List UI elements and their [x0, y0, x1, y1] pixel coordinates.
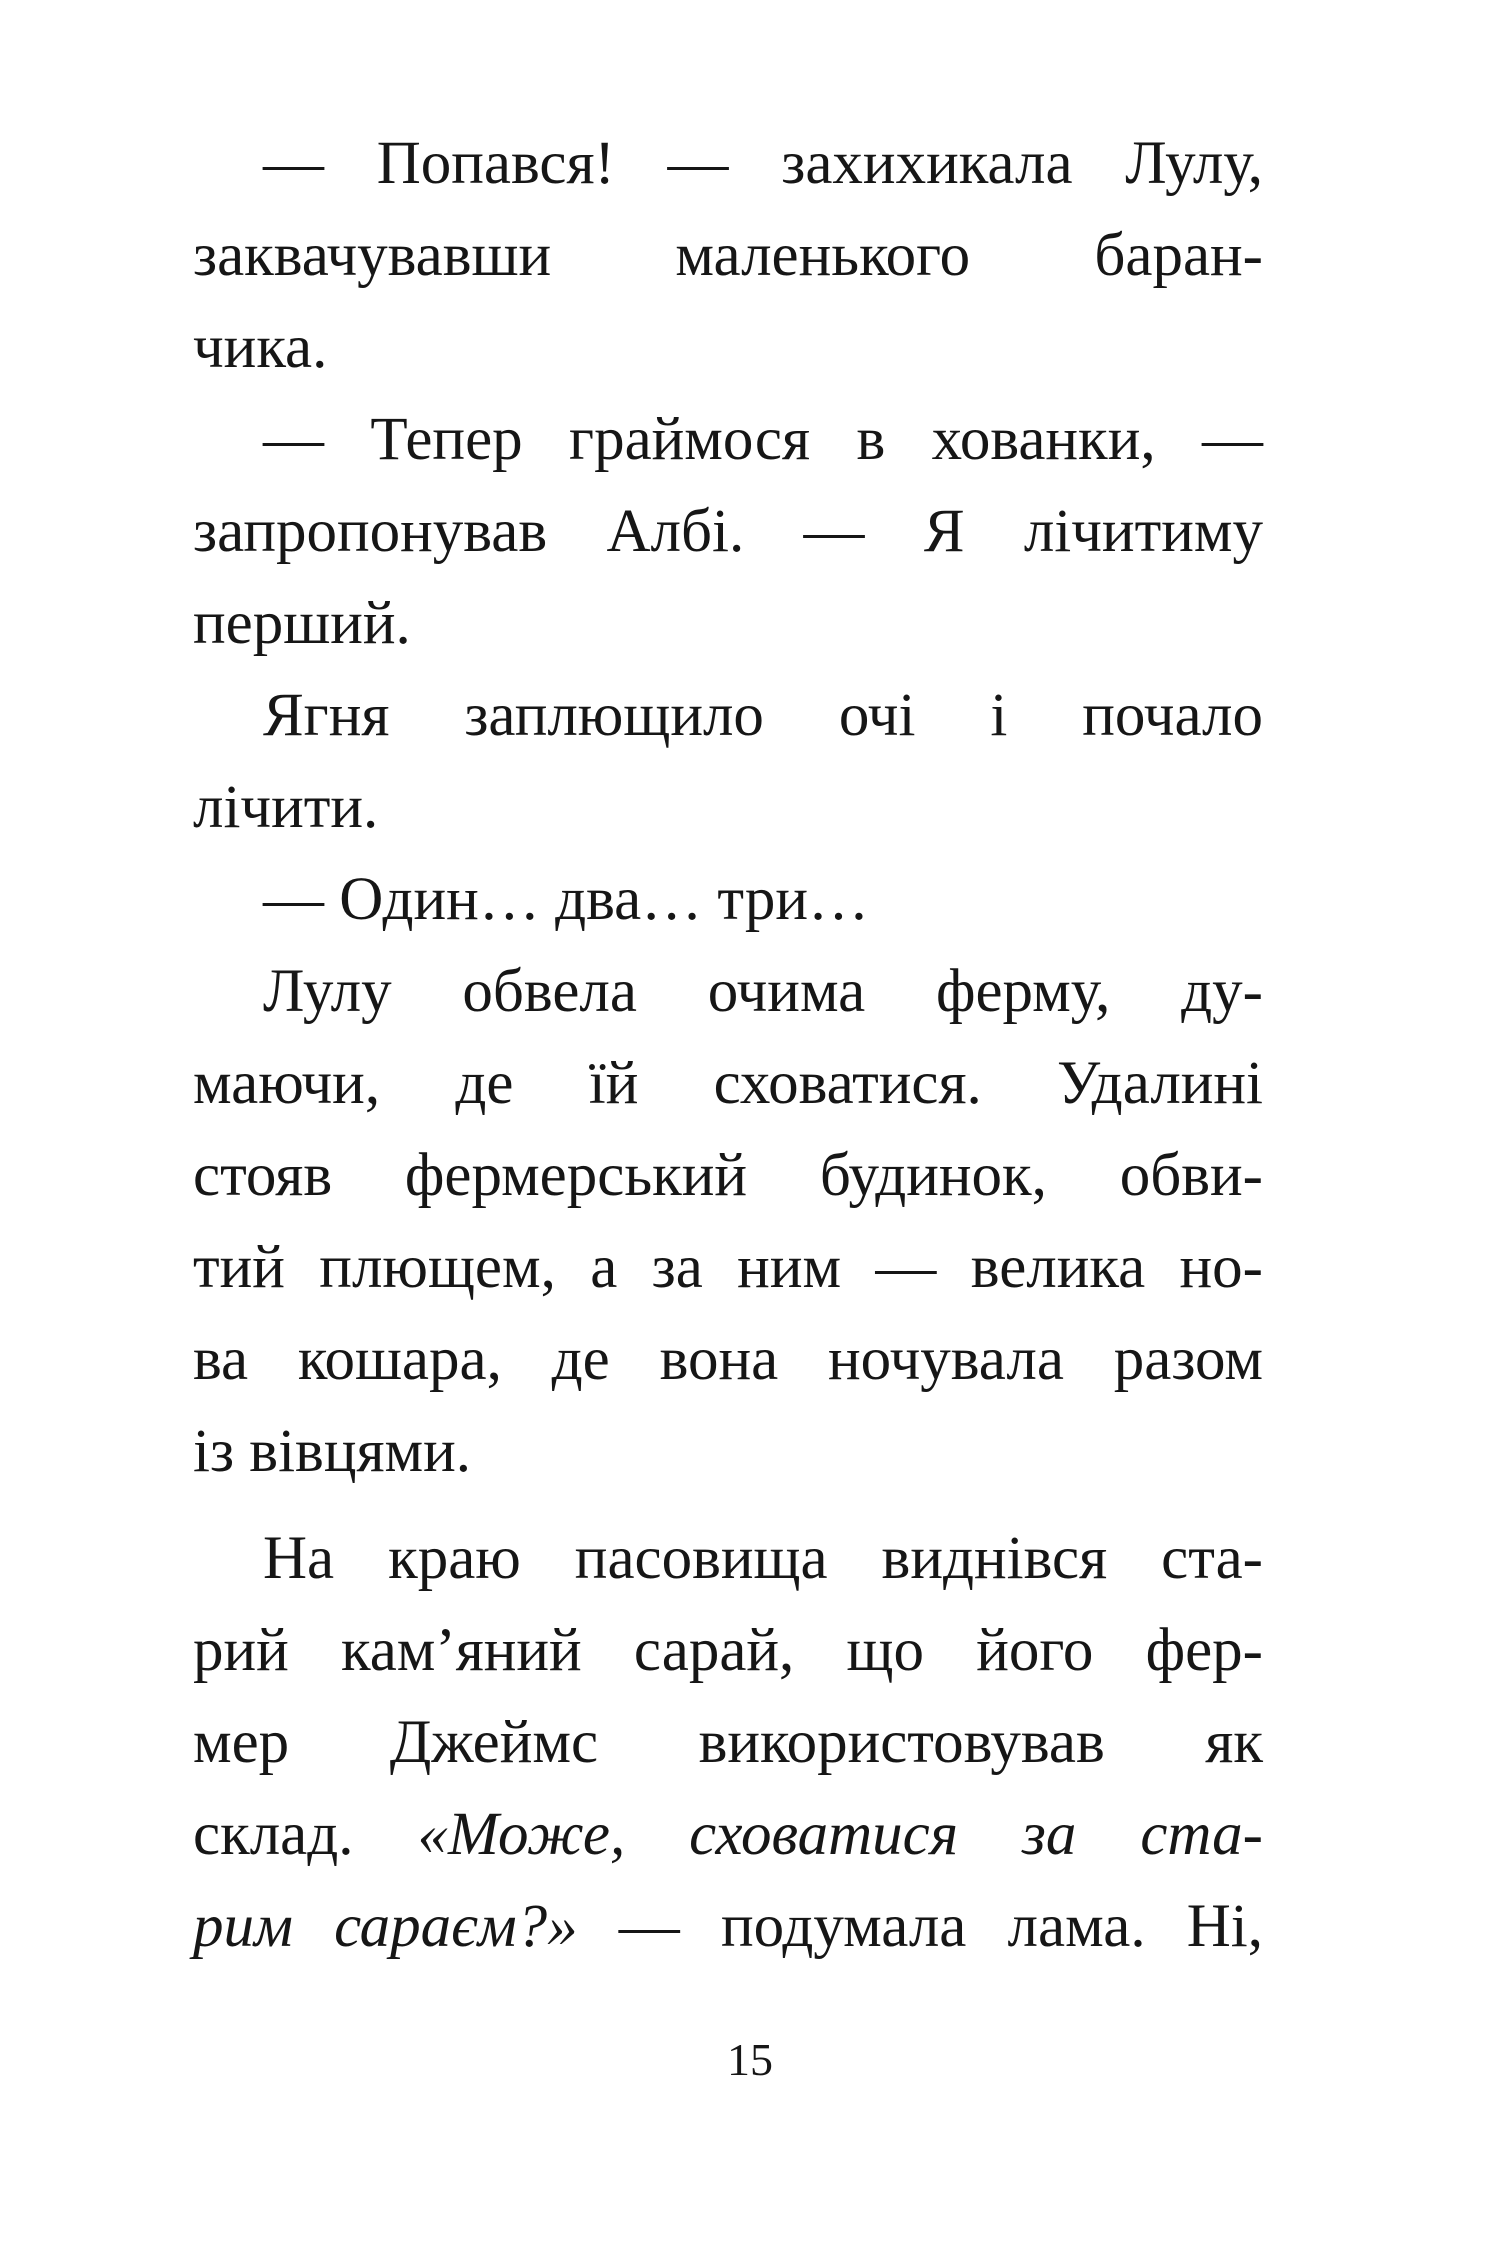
text-line: — Один… два… три…: [263, 866, 869, 933]
text-line: рий кам’яний сарай, що його фер-: [193, 1617, 1263, 1684]
text-run: — подумала лама. Ні,: [577, 1893, 1263, 1960]
text-line: із вівцями.: [193, 1418, 472, 1485]
text-line: [193, 1789, 1263, 1881]
text-line: заквачувавши маленького баран-: [193, 222, 1263, 289]
text-line: запропонував Албі. — Я лічитиму: [193, 498, 1263, 565]
text-line: На краю пасовища виднівся ста-: [263, 1525, 1263, 1592]
text-line: — Попався! — захихикала Лулу,: [263, 130, 1263, 197]
italic-thought: «Може, сховатися за ста-: [417, 1801, 1263, 1868]
text-line: чика.: [193, 314, 328, 381]
text-line: [193, 1881, 1263, 1973]
text-line: мер Джеймс використовував як: [193, 1709, 1263, 1776]
text-line: — Тепер граймося в хованки, —: [263, 406, 1263, 473]
text-line: Ягня заплющило очі і почало: [263, 682, 1263, 749]
italic-thought: рим сараєм?»: [193, 1893, 578, 1960]
text-line: тий плющем, а за ним — велика но-: [193, 1234, 1263, 1301]
text-line: стояв фермерський будинок, обви-: [193, 1142, 1263, 1209]
body-text: [193, 118, 1263, 1973]
text-run: склад.: [193, 1801, 418, 1868]
text-line: лічити.: [193, 774, 379, 841]
page-number: 15: [727, 2034, 773, 2085]
text-line: ва кошара, де вона ночувала разом: [193, 1326, 1263, 1393]
text-line: маючи, де їй сховатися. Удалині: [193, 1050, 1263, 1117]
text-line: перший.: [193, 590, 411, 657]
text-line: Лулу обвела очима ферму, ду-: [263, 958, 1263, 1025]
